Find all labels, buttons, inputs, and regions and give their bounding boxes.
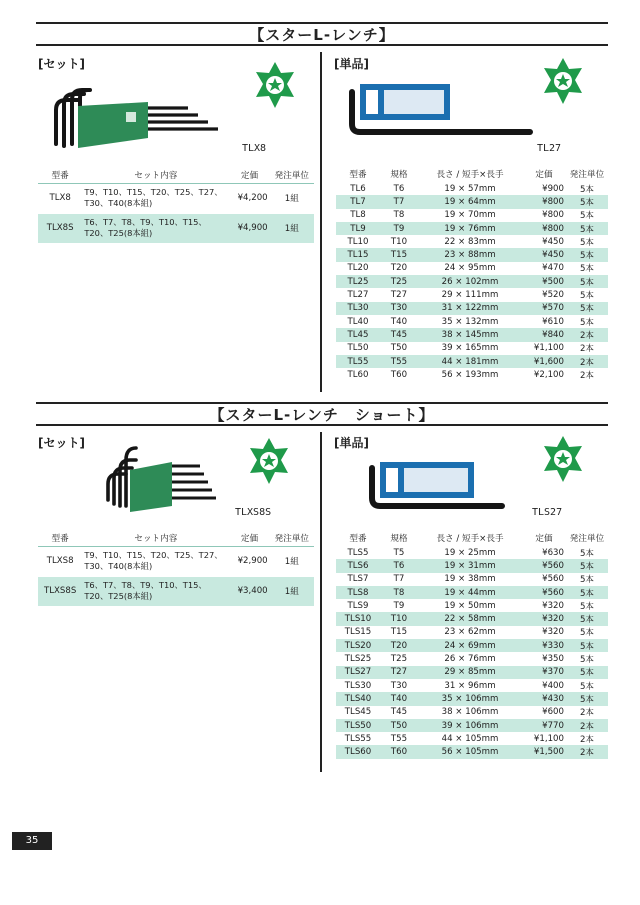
cell-spec: T50 [380,719,418,732]
table-header-row [38,530,314,546]
cell-unit: 5本 [566,222,608,235]
cell-code: TLS10 [336,612,380,625]
cell-spec: T15 [380,626,418,639]
cell-spec: T30 [380,679,418,692]
cell-length: 35 × 132mm [418,315,522,328]
section-bottom-rule [36,424,608,426]
cell-code: TLS9 [336,599,380,612]
cell-spec: T6 [380,559,418,572]
torx-star-badge-icon [538,56,588,106]
table-row [336,559,608,572]
table-row [336,248,608,261]
cell-unit: 5本 [566,209,608,222]
cell-code: TL55 [336,355,380,368]
content-line-1: T6、T7、T8、T9、T10、T15、 [84,217,207,227]
cell-spec: T9 [380,599,418,612]
cell-code: TLS5 [336,546,380,559]
set-label: [セット] [38,57,85,71]
cell-length: 24 × 69mm [418,639,522,652]
cell-unit: 1組 [270,213,314,243]
cell-spec: T8 [380,209,418,222]
table-header-row [336,530,608,546]
cell-spec: T10 [380,235,418,248]
cell-length: 19 × 31mm [418,559,522,572]
cell-unit: 5本 [566,262,608,275]
cell-unit: 5本 [566,586,608,599]
cell-length: 19 × 38mm [418,573,522,586]
cell-price: ¥500 [522,275,566,288]
single-table [336,530,608,759]
cell-spec: T25 [380,652,418,665]
cell-unit: 5本 [566,315,608,328]
cell-spec: T9 [380,222,418,235]
table-row [38,183,314,213]
table-row [336,652,608,665]
cell-unit: 5本 [566,275,608,288]
cell-price: ¥560 [522,573,566,586]
table-row [336,368,608,381]
cell-price: ¥600 [522,706,566,719]
torx-star-badge-icon [244,436,294,486]
cell-code: TL60 [336,368,380,381]
header-code: 型番 [38,167,82,183]
cell-code: TL27 [336,288,380,301]
cell-price: ¥400 [522,679,566,692]
cell-code: TL8 [336,209,380,222]
set-label: [セット] [38,436,85,450]
page-number: 35 [12,832,52,850]
cell-unit: 5本 [566,288,608,301]
cell-length: 22 × 58mm [418,612,522,625]
table-row [336,719,608,732]
set-model-code: TLXS8S [235,507,272,518]
cell-code: TLS8 [336,586,380,599]
set-table [38,167,314,244]
cell-unit: 5本 [566,679,608,692]
cell-unit: 2本 [566,719,608,732]
cell-code: TLS55 [336,732,380,745]
cell-code: TLXS8 [38,546,82,576]
cell-spec: T40 [380,315,418,328]
cell-spec: T50 [380,342,418,355]
cell-code: TLXS8S [38,576,82,606]
cell-unit: 5本 [566,248,608,261]
cell-code: TLS25 [336,652,380,665]
table-row [336,573,608,586]
table-row [336,666,608,679]
cell-code: TL40 [336,315,380,328]
content-line-2: T20、T25(8本組) [84,591,153,601]
cell-spec: T27 [380,666,418,679]
cell-spec: T45 [380,706,418,719]
header-content: セット内容 [82,167,229,183]
cell-spec: T30 [380,302,418,315]
table-row [336,275,608,288]
cell-code: TL15 [336,248,380,261]
cell-unit: 1組 [270,576,314,606]
cell-code: TL50 [336,342,380,355]
cell-unit: 5本 [566,612,608,625]
cell-price: ¥3,400 [229,576,269,606]
cell-price: ¥470 [522,262,566,275]
cell-price: ¥520 [522,288,566,301]
cell-unit: 5本 [566,692,608,705]
table-row [38,546,314,576]
header-price: 定価 [535,170,553,180]
table-row [336,222,608,235]
cell-price: ¥370 [522,666,566,679]
header-length: 長さ / 短手×長手 [436,534,504,544]
cell-price: ¥560 [522,559,566,572]
table-row [336,235,608,248]
cell-spec: T45 [380,328,418,341]
header-length: 長さ / 短手×長手 [436,170,504,180]
cell-price: ¥1,100 [522,732,566,745]
cell-spec: T25 [380,275,418,288]
cell-code: TLS7 [336,573,380,586]
cell-code: TLS50 [336,719,380,732]
cell-length: 19 × 50mm [418,599,522,612]
single-wrench-image [340,80,540,140]
cell-unit: 5本 [566,666,608,679]
cell-length: 31 × 122mm [418,302,522,315]
section-bottom-rule [36,44,608,46]
cell-length: 56 × 105mm [418,745,522,758]
header-price: 定価 [535,534,553,544]
content-line-1: T9、T10、T15、T20、T25、T27、 [84,187,223,197]
column-divider [320,432,322,772]
cell-length: 19 × 64mm [418,195,522,208]
cell-unit: 1組 [270,183,314,213]
cell-length: 29 × 85mm [418,666,522,679]
cell-price: ¥4,200 [229,183,269,213]
cell-unit: 2本 [566,706,608,719]
table-row [336,328,608,341]
cell-length: 19 × 70mm [418,209,522,222]
cell-spec: T6 [380,182,418,195]
cell-length: 35 × 106mm [418,692,522,705]
table-row [336,706,608,719]
cell-length: 19 × 25mm [418,546,522,559]
cell-length: 44 × 181mm [418,355,522,368]
header-price: 定価 [229,167,269,183]
cell-unit: 5本 [566,626,608,639]
single-model-code: TL27 [537,143,562,154]
table-row [336,302,608,315]
cell-length: 38 × 145mm [418,328,522,341]
cell-content [82,213,229,243]
table-row [336,745,608,758]
cell-length: 38 × 106mm [418,706,522,719]
section-title: 【スターL-レンチ ショート】 [209,406,435,424]
cell-price: ¥320 [522,612,566,625]
table-row [336,355,608,368]
cell-length: 23 × 88mm [418,248,522,261]
cell-price: ¥840 [522,328,566,341]
table-row [336,209,608,222]
cell-code: TL6 [336,182,380,195]
cell-price: ¥2,900 [229,546,269,576]
cell-length: 39 × 106mm [418,719,522,732]
header-code: 型番 [349,534,367,544]
cell-spec: T5 [380,546,418,559]
table-row [336,315,608,328]
cell-spec: T15 [380,248,418,261]
content-line-2: T30、T40(8本組) [84,198,153,208]
cell-unit: 5本 [566,652,608,665]
set-table [38,530,314,607]
content-line-1: T6、T7、T8、T9、T10、T15、 [84,580,207,590]
cell-code: TLX8 [38,183,82,213]
cell-code: TLS60 [336,745,380,758]
cell-price: ¥630 [522,546,566,559]
cell-price: ¥560 [522,586,566,599]
cell-code: TL25 [336,275,380,288]
cell-length: 23 × 62mm [418,626,522,639]
cell-price: ¥800 [522,209,566,222]
single-model-code: TLS27 [532,507,563,518]
cell-length: 44 × 105mm [418,732,522,745]
table-row [38,213,314,243]
cell-length: 19 × 76mm [418,222,522,235]
cell-code: TLS45 [336,706,380,719]
cell-price: ¥430 [522,692,566,705]
cell-code: TL45 [336,328,380,341]
cell-unit: 5本 [566,599,608,612]
cell-code: TLS27 [336,666,380,679]
table-row [336,288,608,301]
cell-unit: 5本 [566,195,608,208]
cell-price: ¥1,500 [522,745,566,758]
table-row [336,626,608,639]
cell-unit: 5本 [566,559,608,572]
cell-spec: T7 [380,573,418,586]
cell-unit: 2本 [566,342,608,355]
single-label: [単品] [334,436,369,450]
cell-spec: T55 [380,732,418,745]
cell-length: 29 × 111mm [418,288,522,301]
cell-price: ¥450 [522,235,566,248]
cell-price: ¥320 [522,626,566,639]
header-code: 型番 [38,530,82,546]
wrench-set-image [38,82,238,154]
single-label: [単品] [334,57,369,71]
torx-star-badge-icon [538,434,588,484]
cell-length: 31 × 96mm [418,679,522,692]
cell-price: ¥450 [522,248,566,261]
single-wrench-image [362,460,512,514]
cell-length: 24 × 95mm [418,262,522,275]
cell-code: TL30 [336,302,380,315]
cell-price: ¥320 [522,599,566,612]
table-row [336,732,608,745]
cell-content [82,576,229,606]
table-row [336,195,608,208]
cell-unit: 2本 [566,732,608,745]
cell-price: ¥770 [522,719,566,732]
cell-code: TL9 [336,222,380,235]
cell-unit: 5本 [566,235,608,248]
cell-spec: T60 [380,745,418,758]
cell-code: TL20 [336,262,380,275]
header-unit: 発注単位 [270,167,314,183]
cell-unit: 5本 [566,182,608,195]
cell-unit: 2本 [566,368,608,381]
wrench-set-image [100,440,230,522]
cell-unit: 2本 [566,355,608,368]
header-price: 定価 [229,530,269,546]
content-line-1: T9、T10、T15、T20、T25、T27、 [84,550,223,560]
cell-spec: T60 [380,368,418,381]
cell-spec: T27 [380,288,418,301]
cell-length: 39 × 165mm [418,342,522,355]
cell-length: 26 × 102mm [418,275,522,288]
cell-price: ¥800 [522,222,566,235]
cell-price: ¥900 [522,182,566,195]
cell-spec: T10 [380,612,418,625]
cell-unit: 5本 [566,639,608,652]
cell-unit: 1組 [270,546,314,576]
header-code: 型番 [349,170,367,180]
cell-length: 26 × 76mm [418,652,522,665]
table-row [336,182,608,195]
cell-code: TLX8S [38,213,82,243]
cell-code: TLS30 [336,679,380,692]
cell-code: TLS6 [336,559,380,572]
cell-price: ¥330 [522,639,566,652]
cell-spec: T20 [380,639,418,652]
table-row [336,599,608,612]
table-header-row [336,166,608,182]
table-row [336,262,608,275]
cell-price: ¥610 [522,315,566,328]
cell-unit: 2本 [566,328,608,341]
content-line-2: T30、T40(8本組) [84,561,153,571]
table-row [336,639,608,652]
section-title: 【スターL-レンチ】 [249,26,395,44]
cell-price: ¥350 [522,652,566,665]
header-spec: 規格 [390,534,408,544]
cell-unit: 5本 [566,302,608,315]
section-star-l-wrench-short [36,398,608,428]
header-content: セット内容 [82,530,229,546]
cell-length: 56 × 193mm [418,368,522,381]
cell-spec: T40 [380,692,418,705]
header-unit: 発注単位 [569,534,605,544]
cell-price: ¥1,100 [522,342,566,355]
cell-price: ¥800 [522,195,566,208]
table-row [336,342,608,355]
table-row [336,679,608,692]
cell-code: TLS15 [336,626,380,639]
column-divider [320,52,322,392]
cell-length: 19 × 44mm [418,586,522,599]
cell-content [82,183,229,213]
cell-unit: 5本 [566,546,608,559]
table-row [336,612,608,625]
cell-code: TLS40 [336,692,380,705]
table-row [336,692,608,705]
torx-star-badge-icon [250,60,300,110]
content-line-2: T20、T25(8本組) [84,228,153,238]
cell-code: TL10 [336,235,380,248]
header-unit: 発注単位 [569,170,605,180]
cell-price: ¥570 [522,302,566,315]
single-table [336,166,608,381]
cell-spec: T20 [380,262,418,275]
header-spec: 規格 [390,170,408,180]
header-unit: 発注単位 [270,530,314,546]
cell-price: ¥2,100 [522,368,566,381]
cell-spec: T7 [380,195,418,208]
cell-price: ¥1,600 [522,355,566,368]
table-row [38,576,314,606]
cell-spec: T8 [380,586,418,599]
table-row [336,586,608,599]
cell-spec: T55 [380,355,418,368]
cell-price: ¥4,900 [229,213,269,243]
table-header-row [38,167,314,183]
cell-unit: 2本 [566,745,608,758]
cell-code: TLS20 [336,639,380,652]
cell-content [82,546,229,576]
cell-unit: 5本 [566,573,608,586]
set-model-code: TLX8 [242,143,267,154]
cell-length: 22 × 83mm [418,235,522,248]
cell-length: 19 × 57mm [418,182,522,195]
table-row [336,546,608,559]
cell-code: TL7 [336,195,380,208]
